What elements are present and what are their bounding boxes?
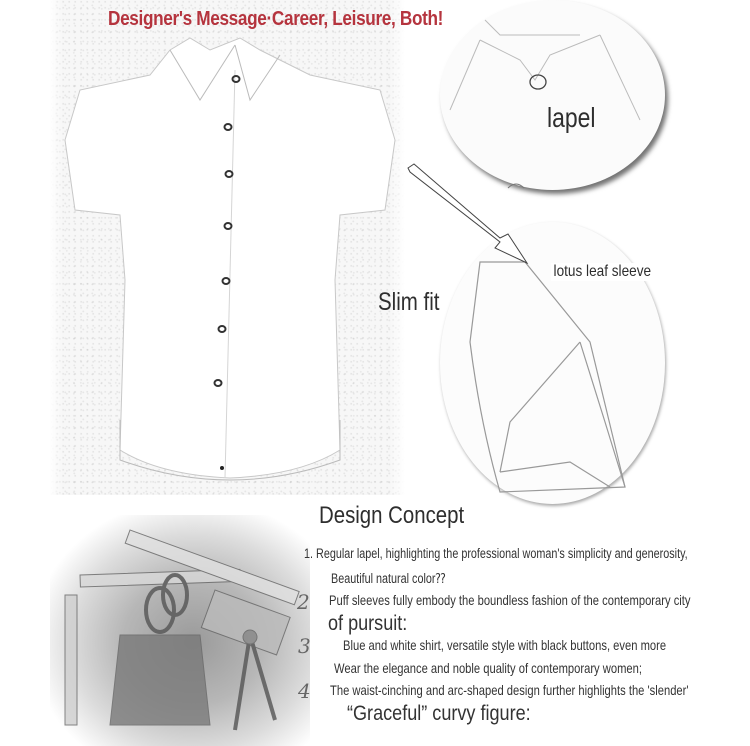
concept-item-2-number: 2 [297, 590, 310, 614]
shirt-sketch-icon [50, 30, 405, 500]
lapel-label: lapel [547, 102, 596, 133]
concept-item-3-line2: Wear the elegance and noble quality of contemporary women; [334, 660, 642, 676]
concept-item-2-line1: Puff sleeves fully embody the boundless fashion of the contemporary city [329, 592, 691, 608]
design-concept-title: Design Concept [319, 502, 465, 529]
concept-item-1-number: 1. [304, 546, 314, 561]
page-title: Designer's Message·Career, Leisure, Both! [108, 8, 444, 30]
concept-item-4-line2: “Graceful” curvy figure: [347, 702, 531, 725]
concept-item-3-line1: Blue and white shirt, versatile style with black buttons, even more [343, 637, 667, 653]
concept-item-2-line2: of pursuit: [328, 612, 408, 635]
arrow-icon [400, 160, 540, 270]
concept-item-1-line2: Beautiful natural color⁇ [331, 571, 446, 586]
concept-item-4-line1: The waist-cinching and arc-shaped design further highlights the 'slender' [330, 682, 689, 698]
concept-item-3-number: 3 [298, 634, 311, 658]
slim-fit-label: Slim fit [378, 288, 440, 316]
concept-item-1-line1: 1. Regular lapel, highlighting the professional woman's simplicity and generosity, [304, 546, 688, 561]
concept-item-4-number: 4 [298, 679, 311, 703]
tools-illustration-icon [50, 515, 310, 746]
sleeve-label: lotus leaf sleeve [551, 263, 654, 281]
